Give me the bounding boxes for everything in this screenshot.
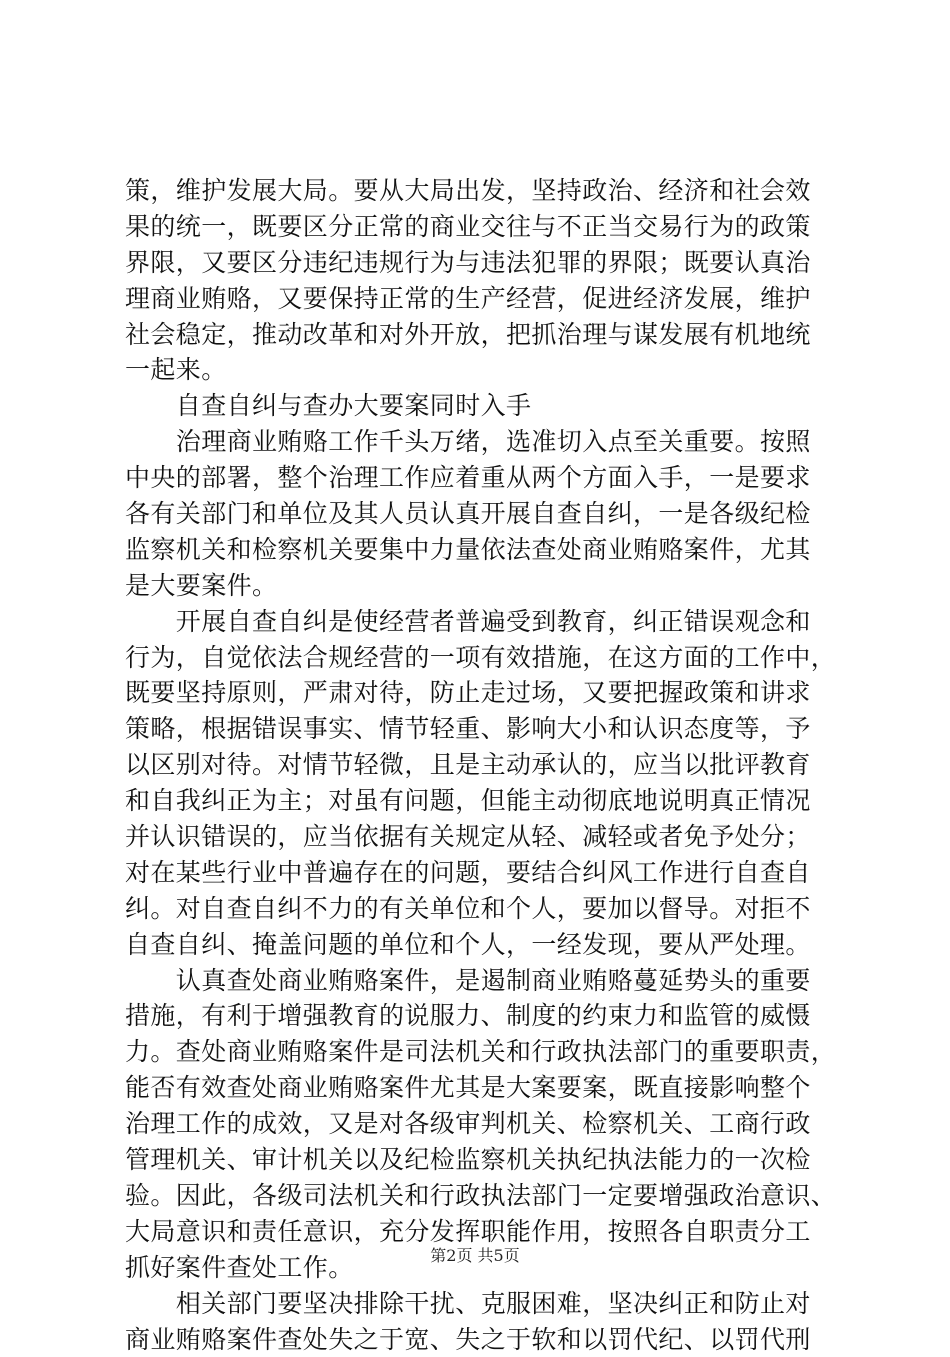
text-line: 抓好案件查处工作。 xyxy=(125,1250,845,1286)
text-line: 自查自纠、掩盖问题的单位和个人，一经发现，要从严处理。 xyxy=(125,927,845,963)
text-line: 以区别对待。对情节轻微，且是主动承认的，应当以批评教育 xyxy=(125,747,845,783)
text-line: 界限，又要区分违纪违规行为与违法犯罪的界限；既要认真治 xyxy=(125,245,845,281)
text-line: 是大要案件。 xyxy=(125,568,845,604)
text-line: 策略，根据错误事实、情节轻重、影响大小和认识态度等，予 xyxy=(125,711,845,747)
text-line: 相关部门要坚决排除干扰、克服困难，坚决纠正和防止对 xyxy=(125,1286,845,1322)
text-line: 力。查处商业贿赂案件是司法机关和行政执法部门的重要职责， xyxy=(125,1034,845,1070)
text-line: 能否有效查处商业贿赂案件尤其是大案要案，既直接影响整个 xyxy=(125,1070,845,1106)
document-body xyxy=(125,173,845,1357)
text-line: 认真查处商业贿赂案件，是遏制商业贿赂蔓延势头的重要 xyxy=(125,963,845,999)
text-line: 行为，自觉依法合规经营的一项有效措施，在这方面的工作中， xyxy=(125,640,845,676)
text-line: 验。因此，各级司法机关和行政执法部门一定要增强政治意识、 xyxy=(125,1178,845,1214)
text-line: 社会稳定，推动改革和对外开放，把抓治理与谋发展有机地统 xyxy=(125,317,845,353)
text-line: 治理工作的成效，又是对各级审判机关、检察机关、工商行政 xyxy=(125,1106,845,1142)
text-line: 开展自查自纠是使经营者普遍受到教育，纠正错误观念和 xyxy=(125,604,845,640)
text-line: 和自我纠正为主；对虽有问题，但能主动彻底地说明真正情况 xyxy=(125,783,845,819)
text-line: 并认识错误的，应当依据有关规定从轻、减轻或者免予处分； xyxy=(125,819,845,855)
text-line: 果的统一，既要区分正常的商业交往与不正当交易行为的政策 xyxy=(125,209,845,245)
text-line: 对在某些行业中普遍存在的问题，要结合纠风工作进行自查自 xyxy=(125,855,845,891)
text-line: 监察机关和检察机关要集中力量依法查处商业贿赂案件，尤其 xyxy=(125,532,845,568)
text-line: 既要坚持原则，严肃对待，防止走过场，又要把握政策和讲求 xyxy=(125,675,845,711)
text-line: 措施，有利于增强教育的说服力、制度的约束力和监管的威慑 xyxy=(125,998,845,1034)
text-line: 中央的部署，整个治理工作应着重从两个方面入手，一是要求 xyxy=(125,460,845,496)
text-line: 策，维护发展大局。要从大局出发，坚持政治、经济和社会效 xyxy=(125,173,845,209)
text-line: 管理机关、审计机关以及纪检监察机关执纪执法能力的一次检 xyxy=(125,1142,845,1178)
text-line: 商业贿赂案件查处失之于宽、失之于软和以罚代纪、以罚代刑 xyxy=(125,1322,845,1357)
text-line: 各有关部门和单位及其人员认真开展自查自纠，一是各级纪检 xyxy=(125,496,845,532)
text-line: 理商业贿赂，又要保持正常的生产经营，促进经济发展，维护 xyxy=(125,281,845,317)
page-number-footer: 第2页 共5页 xyxy=(0,1243,950,1266)
text-line: 治理商业贿赂工作千头万绪，选准切入点至关重要。按照 xyxy=(125,424,845,460)
text-line: 纠。对自查自纠不力的有关单位和个人，要加以督导。对拒不 xyxy=(125,891,845,927)
text-line: 一起来。 xyxy=(125,352,845,388)
section-heading: 自查自纠与查办大要案同时入手 xyxy=(125,388,845,424)
text-line: 大局意识和责任意识，充分发挥职能作用，按照各自职责分工 xyxy=(125,1214,845,1250)
